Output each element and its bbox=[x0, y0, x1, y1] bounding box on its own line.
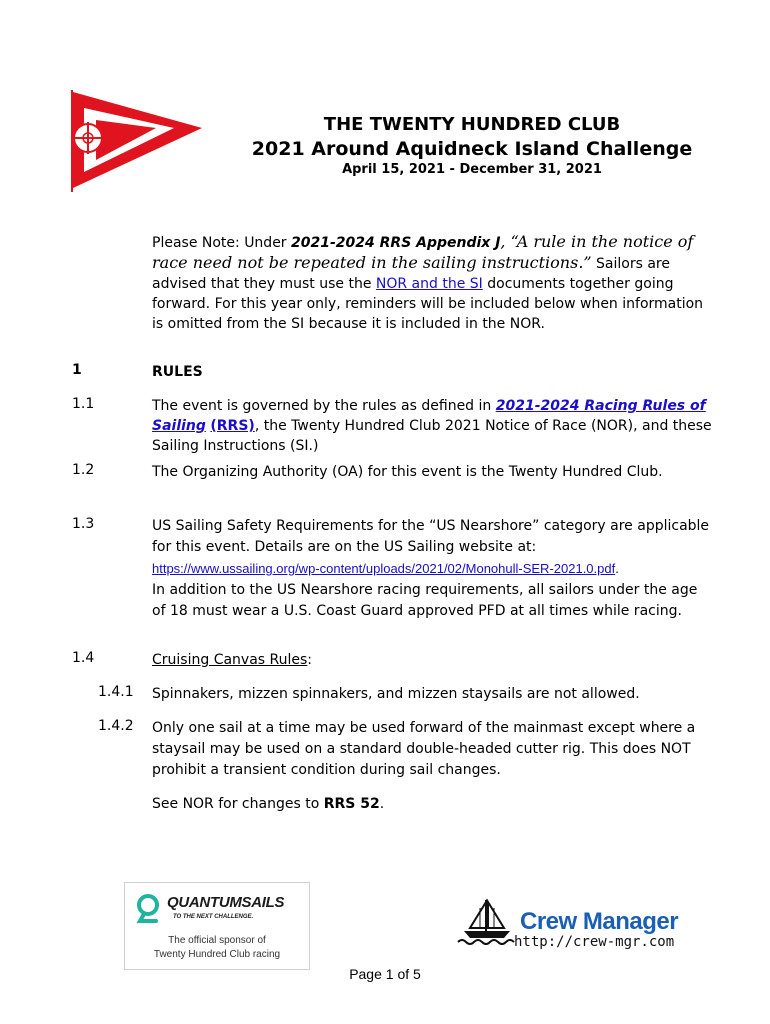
ussailing-ser-link[interactable]: https://www.ussailing.org/wp-content/uploads/2021/02/Monohull-SER-2021.0.pdf bbox=[152, 561, 616, 576]
item-number-1-4-1: 1.4.1 bbox=[98, 684, 134, 700]
see-nor-pre: See NOR for changes to bbox=[152, 796, 324, 812]
item-number-1-3: 1.3 bbox=[72, 516, 95, 532]
item-1-3-pre: US Sailing Safety Requirements for the “US Nearshore” category are applicable for this event. Details are on the US Sailing website at: bbox=[152, 518, 710, 555]
item-number-1-2: 1.2 bbox=[72, 462, 95, 478]
see-nor-post: . bbox=[379, 796, 385, 812]
note-prefix: Please Note: Under bbox=[152, 235, 292, 251]
item-1-1-post: , the Twenty Hundred Club 2021 Notice of Race (NOR), and these Sailing Instructions (SI.) bbox=[152, 418, 712, 454]
sponsor-line-1: The official sponsor of bbox=[168, 935, 266, 946]
see-nor-rule: RRS 52 bbox=[323, 796, 380, 812]
item-1-3-url-suffix: . bbox=[615, 561, 619, 576]
item-1-4-suffix: : bbox=[307, 652, 313, 668]
note-text1: Sailors are advised that they must use the bbox=[152, 256, 670, 292]
crew-manager-name: Crew Manager bbox=[520, 908, 679, 935]
quantum-sails-sponsor-logo bbox=[124, 882, 310, 970]
item-number-1-4-2: 1.4.2 bbox=[98, 718, 134, 734]
item-text-1-2: The Organizing Authority (OA) for this event is the Twenty Hundred Club. bbox=[152, 464, 663, 480]
item-1-3-post: In addition to the US Nearshore racing requirements, all sailors under the age of 18 must wear a U.S. Coast Guard approved PFD at all times while racing. bbox=[152, 582, 698, 619]
section-number: 1 bbox=[72, 362, 82, 378]
item-text-1-1 bbox=[152, 396, 732, 456]
rrs-link[interactable]: (RRS) bbox=[210, 418, 255, 434]
item-text-1-3 bbox=[152, 516, 712, 622]
club-burgee-flag-icon bbox=[66, 88, 206, 196]
item-text-1-4-1: Spinnakers, mizzen spinnakers, and mizzen staysails are not allowed. bbox=[152, 686, 640, 702]
doc-title-club: THE TWENTY HUNDRED CLUB bbox=[323, 114, 621, 135]
note-text2: documents together going forward. For this year only, reminders will be included below when information is omitted from the SI because it is included in the NOR. bbox=[152, 276, 704, 332]
item-1-1-pre: The event is governed by the rules as defined in bbox=[152, 398, 496, 414]
doc-title-event: 2021 Around Aquidneck Island Challenge bbox=[251, 138, 693, 160]
section-heading: RULES bbox=[152, 364, 203, 380]
nor-si-link[interactable]: NOR and the SI bbox=[375, 276, 483, 292]
item-text-1-4 bbox=[152, 650, 732, 670]
doc-dates: April 15, 2021 - December 31, 2021 bbox=[342, 162, 602, 177]
note-paragraph bbox=[152, 232, 712, 334]
note-rule-ref: 2021-2024 RRS Appendix J bbox=[291, 235, 501, 251]
note-quote: “A rule in the notice of race need not be repeated in the sailing instructions.” bbox=[152, 232, 694, 272]
sailboat-icon bbox=[456, 898, 518, 948]
item-text-1-4-2: Only one sail at a time may be used forward of the mainmast except where a staysail may be used on a standard double-headed cutter rig. This does NOT prohibit a transient condition during sail changes. bbox=[152, 720, 696, 778]
note-comma: , bbox=[500, 232, 511, 251]
item-number-1-4: 1.4 bbox=[72, 650, 95, 666]
see-nor-line bbox=[152, 794, 732, 814]
sponsor-line-2: Twenty Hundred Club racing bbox=[153, 949, 281, 960]
cruising-canvas-heading: Cruising Canvas Rules bbox=[152, 652, 308, 668]
racing-rules-link[interactable]: 2021-2024 Racing Rules of Sailing bbox=[152, 398, 706, 434]
quantum-q-icon bbox=[135, 893, 161, 923]
crew-manager-url[interactable]: http://crew-mgr.com bbox=[514, 934, 675, 950]
quantum-name: QUANTUMSAILS bbox=[167, 894, 285, 911]
item-number-1-1: 1.1 bbox=[72, 396, 95, 412]
quantum-tagline: TO THE NEXT CHALLENGE. bbox=[173, 914, 254, 920]
page-number: Page 1 of 5 bbox=[349, 966, 421, 982]
